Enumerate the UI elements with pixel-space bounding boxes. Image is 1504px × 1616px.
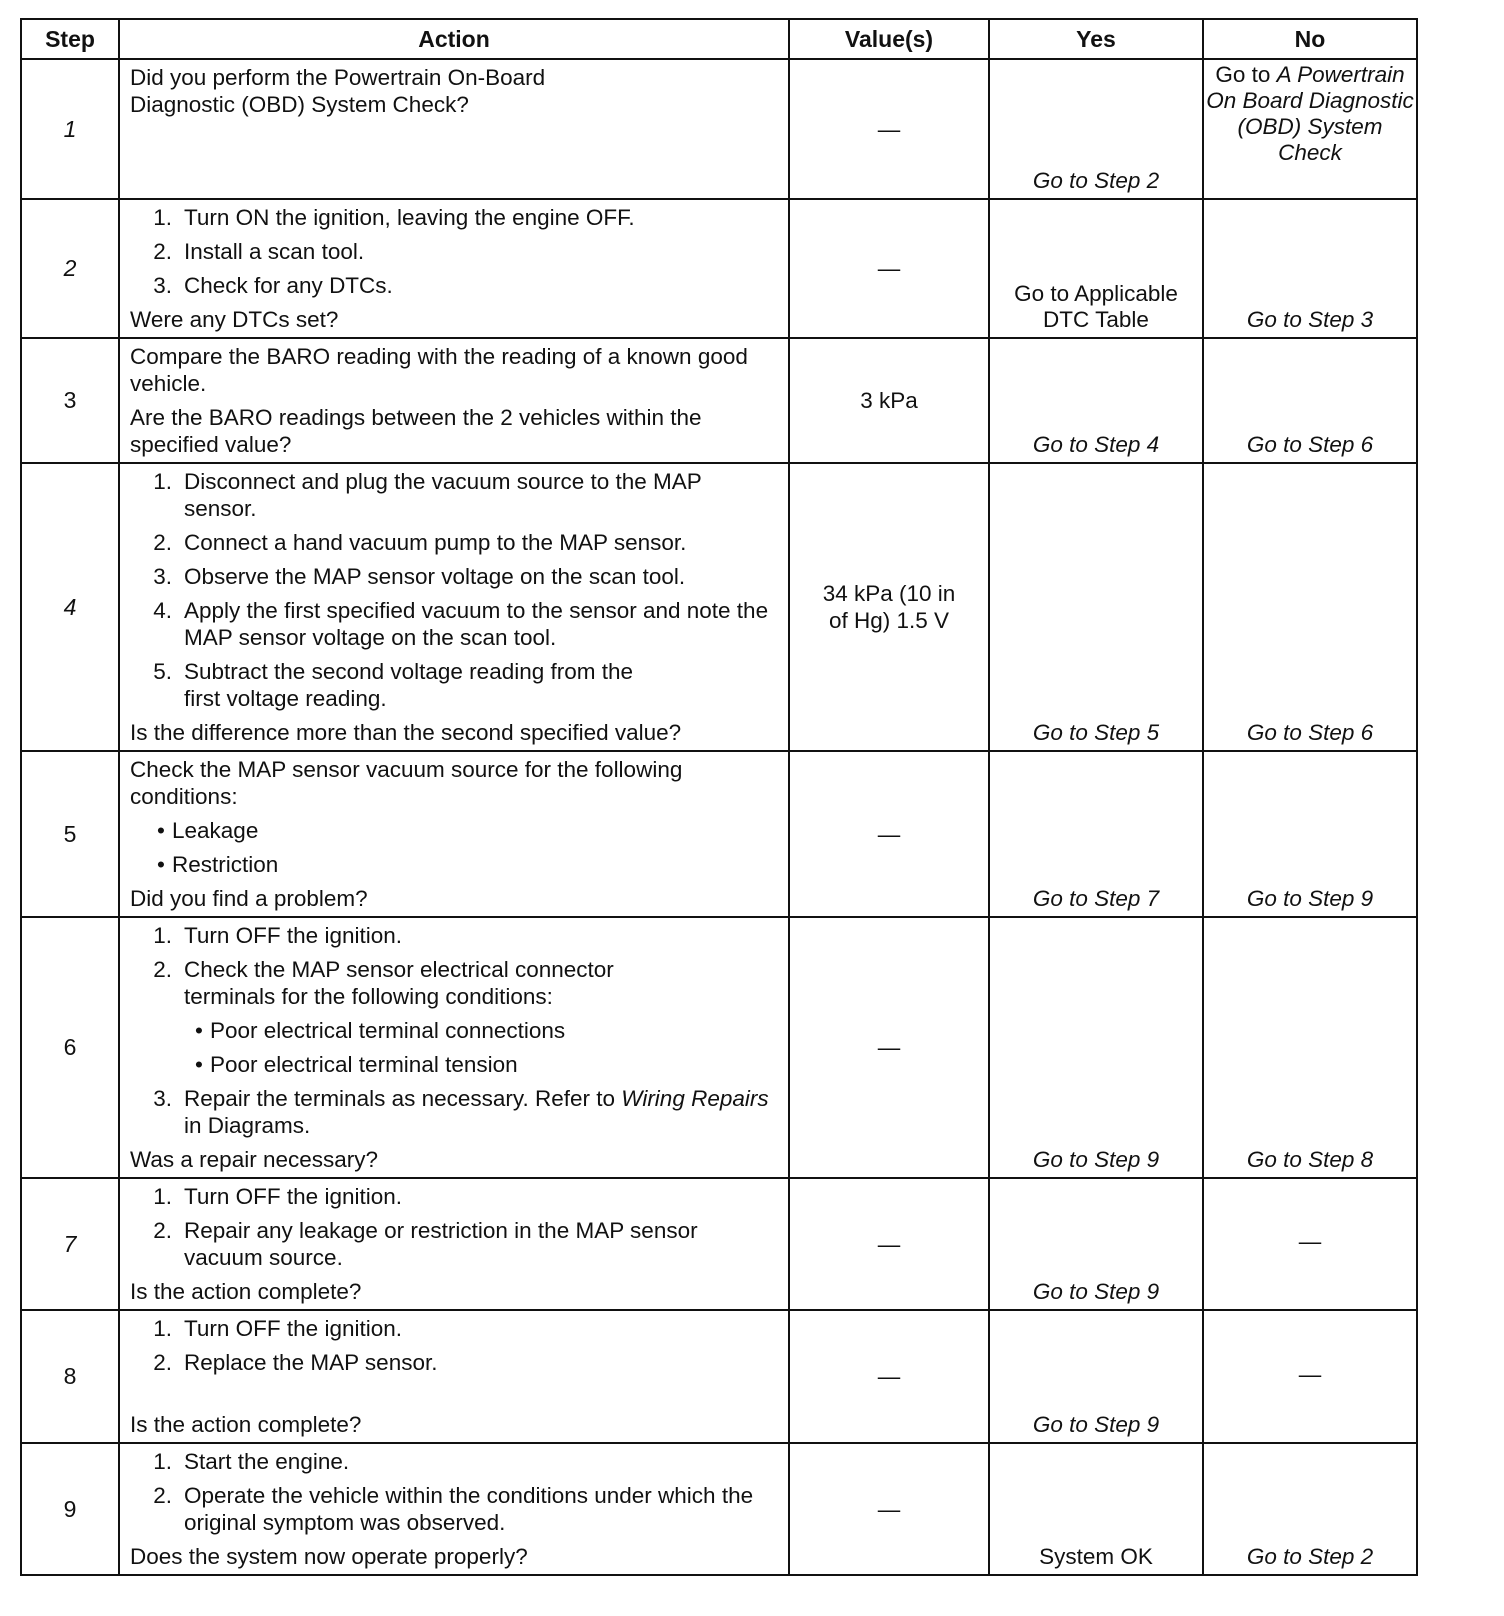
step-list	[130, 468, 778, 712]
list-item: 1. Turn OFF the ignition.	[153, 923, 403, 948]
list-item: 3. Check for any DTCs.	[153, 273, 393, 298]
no-cell: —	[1203, 1310, 1417, 1443]
action-text: Check the MAP sensor vacuum source for the following conditions:	[130, 757, 683, 809]
action-cell	[119, 59, 789, 199]
step-number: 8	[21, 1310, 119, 1443]
table-row	[21, 199, 1417, 338]
question-text: Is the difference more than the second specified value?	[130, 720, 682, 745]
diagnostic-table	[20, 18, 1418, 1576]
no-prefix: Go to	[1215, 62, 1277, 87]
yes-cell: Go to Applicable DTC Table	[989, 199, 1203, 338]
step-number: 2	[21, 199, 119, 338]
action-cell	[119, 1178, 789, 1310]
question-text: Did you find a problem?	[130, 886, 368, 911]
header-action: Action	[119, 19, 789, 59]
step-list	[130, 922, 778, 1139]
step-list	[130, 1315, 778, 1376]
table-row	[21, 1310, 1417, 1443]
value-cell: —	[789, 199, 989, 338]
action-text: Compare the BARO reading with the reading of a known good vehicle.	[130, 344, 748, 396]
list-item: • Poor electrical terminal connections	[195, 1018, 566, 1043]
question-text: Is the action complete?	[130, 1412, 362, 1437]
yes-cell: Go to Step 7	[989, 751, 1203, 917]
step-number: 5	[21, 751, 119, 917]
table-row	[21, 1178, 1417, 1310]
no-cell: Go to Step 9	[1203, 751, 1417, 917]
step-number: 6	[21, 917, 119, 1178]
value-cell: —	[789, 917, 989, 1178]
value-cell: —	[789, 1178, 989, 1310]
question-text: Were any DTCs set?	[130, 307, 339, 332]
list-item: 3. Repair the terminals as necessary. Refer to Wiring Repairs in Diagrams.	[153, 1086, 769, 1138]
action-cell	[119, 1443, 789, 1575]
no-cell: Go to Step 2	[1203, 1443, 1417, 1575]
list-item: • Restriction	[157, 852, 279, 877]
list-item: 2. Install a scan tool.	[153, 239, 365, 264]
step-number: 7	[21, 1178, 119, 1310]
value-cell: 34 kPa (10 in of Hg) 1.5 V	[789, 463, 989, 751]
table-row	[21, 1443, 1417, 1575]
question-text: Are the BARO readings between the 2 vehicles within the specified value?	[130, 405, 702, 457]
no-cell: Go to Step 6	[1203, 338, 1417, 463]
step-list	[130, 204, 778, 299]
no-cell	[1203, 59, 1417, 199]
list-item: 1. Turn ON the ignition, leaving the engine OFF.	[153, 205, 635, 230]
list-item: 1. Start the engine.	[153, 1449, 350, 1474]
header-no: No	[1203, 19, 1417, 59]
no-cell: Go to Step 3	[1203, 199, 1417, 338]
step-number: 4	[21, 463, 119, 751]
yes-cell: Go to Step 9	[989, 1178, 1203, 1310]
no-link-text: A Powertrain On Board Diagnostic (OBD) System Check	[1206, 62, 1414, 165]
wiring-repairs-ref: Wiring Repairs	[621, 1086, 769, 1111]
header-yes: Yes	[989, 19, 1203, 59]
header-values: Value(s)	[789, 19, 989, 59]
question-text: Does the system now operate properly?	[130, 1544, 528, 1569]
yes-cell: Go to Step 5	[989, 463, 1203, 751]
step-number: 1	[21, 59, 119, 199]
table-header-row	[21, 19, 1417, 59]
yes-cell: Go to Step 2	[989, 59, 1203, 199]
table-row	[21, 59, 1417, 199]
list-item: 1. Turn OFF the ignition.	[153, 1184, 403, 1209]
value-cell: —	[789, 1310, 989, 1443]
no-cell: Go to Step 8	[1203, 917, 1417, 1178]
action-cell	[119, 199, 789, 338]
list-item: 5. Subtract the second voltage reading from the first voltage reading.	[153, 659, 634, 711]
question-text: Was a repair necessary?	[130, 1147, 379, 1172]
no-cell: Go to Step 6	[1203, 463, 1417, 751]
list-item: 2. Replace the MAP sensor.	[153, 1350, 438, 1375]
list-item: 2. Operate the vehicle within the conditions under which the original symptom was observed.	[153, 1483, 754, 1535]
yes-cell: Go to Step 4	[989, 338, 1203, 463]
yes-cell: Go to Step 9	[989, 1310, 1203, 1443]
list-item: 2. Check the MAP sensor electrical connector terminals for the following conditions: • Poor electrical terminal connections • Poor electrical terminal tension	[130, 956, 778, 1078]
action-cell	[119, 1310, 789, 1443]
step-list	[130, 1183, 778, 1271]
list-item: 4. Apply the first specified vacuum to the sensor and note the MAP sensor voltage on the scan tool.	[153, 598, 769, 650]
value-cell: 3 kPa	[789, 338, 989, 463]
step-number: 9	[21, 1443, 119, 1575]
action-cell	[119, 463, 789, 751]
list-item: 3. Observe the MAP sensor voltage on the scan tool.	[153, 564, 686, 589]
list-item: 1. Disconnect and plug the vacuum source to the MAP sensor.	[153, 469, 702, 521]
value-cell: —	[789, 1443, 989, 1575]
yes-cell: System OK	[989, 1443, 1203, 1575]
value-cell: —	[789, 59, 989, 199]
header-step: Step	[21, 19, 119, 59]
list-item: 2. Repair any leakage or restriction in the MAP sensor vacuum source.	[153, 1218, 698, 1270]
bullet-list	[184, 1017, 778, 1078]
action-cell	[119, 917, 789, 1178]
bullet-list	[130, 817, 778, 878]
list-item: • Poor electrical terminal tension	[195, 1052, 518, 1077]
list-item: 1. Turn OFF the ignition.	[153, 1316, 403, 1341]
action-cell	[119, 751, 789, 917]
table-row	[21, 463, 1417, 751]
yes-cell: Go to Step 9	[989, 917, 1203, 1178]
value-cell: —	[789, 751, 989, 917]
step-list	[130, 1448, 778, 1536]
action-cell	[119, 338, 789, 463]
action-text: Did you perform the Powertrain On-Board Diagnostic (OBD) System Check?	[130, 65, 546, 117]
question-text: Is the action complete?	[130, 1279, 362, 1304]
table-row	[21, 751, 1417, 917]
list-item: 2. Connect a hand vacuum pump to the MAP sensor.	[153, 530, 687, 555]
table-row	[21, 917, 1417, 1178]
table-row	[21, 338, 1417, 463]
list-item: • Leakage	[157, 818, 259, 843]
step-number: 3	[21, 338, 119, 463]
no-cell: —	[1203, 1178, 1417, 1310]
